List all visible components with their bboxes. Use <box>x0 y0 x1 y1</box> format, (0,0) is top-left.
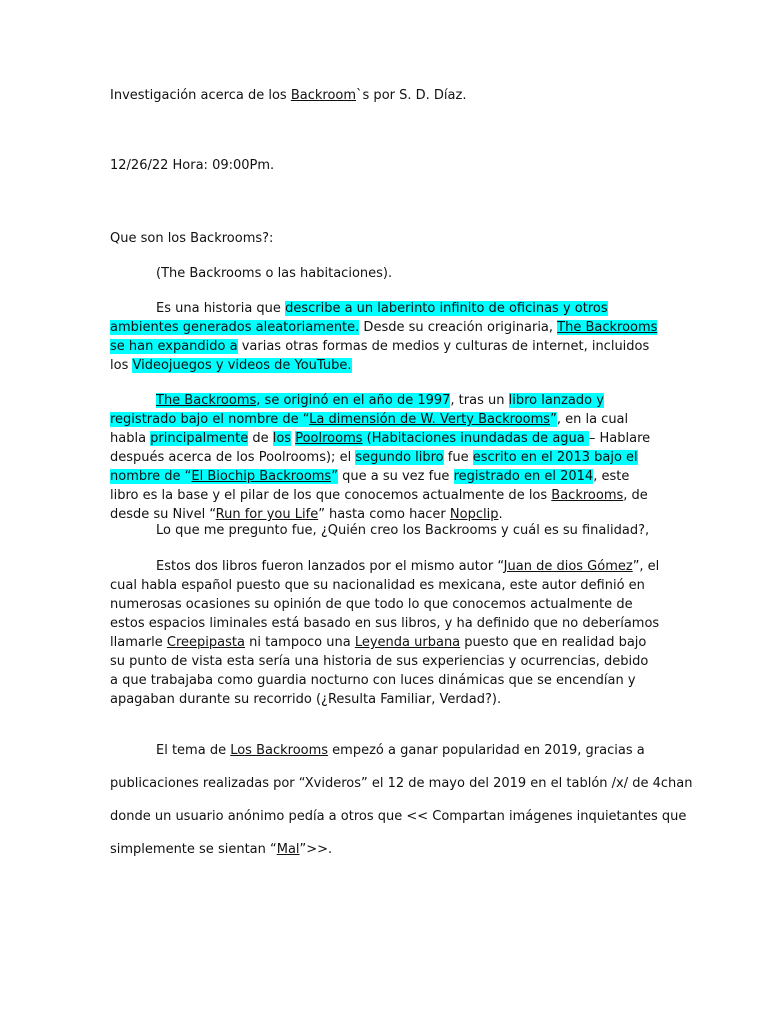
paragraph-5-line-4: simplemente se sientan “Mal”>>. <box>110 842 333 857</box>
subtitle: (The Backrooms o las habitaciones). <box>156 266 393 281</box>
paragraph-5-line-1: El tema de Los Backrooms empezó a ganar popularidad en 2019, gracias a <box>156 743 645 758</box>
date-time: 12/26/22 Hora: 09:00Pm. <box>110 158 275 173</box>
paragraph-3: Lo que me pregunto fue, ¿Quién creo los Backrooms y cuál es su finalidad?, <box>156 523 650 538</box>
paragraph-4: Estos dos libros fueron lanzados por el mismo autor “Juan de dios Gómez”, el cual habla español puesto que su nacionalidad es mexicana, este autor definió en numerosas ocasiones su opinión de que todo lo que conocemos actualmente de estos espacios liminales está basado en sus libros, y ha definido que no deberíamos llamarle Creepipasta ni tampoco una Leyenda urbana puesto que en realidad bajo su punto de vista esta sería una historia de sus experiencias y ocurrencias, debido a que trabajaba como guardia nocturno con luces dinámicas que se encendían y apagaban durante su recorrido (¿Resulta Familiar, Verdad?). <box>110 559 660 707</box>
paragraph-2: The Backrooms, se originó en el año de 1997, tras un libro lanzado y registrado bajo el nombre de “La dimensión de W. Verty Backrooms”, en la cual habla principalmente de los Poolrooms (Habitaciones inundadas de agua – Hablare después acerca de los Poolrooms); el segundo libro fue escrito en el 2013 bajo el nombre de “El Biochip Backrooms” que a su vez fue registrado en el 2014, este libro es la base y el pilar de los que conocemos actualmente de los Backrooms, de desde su Nivel “Run for you Life” hasta como hacer Nopclip. <box>110 393 651 522</box>
paragraph-1: Es una historia que describe a un laberinto infinito de oficinas y otros ambientes generados aleatoriamente. Desde su creación originaria, The Backrooms se han expandido a varias otras formas de medios y culturas de internet, incluidos los Videojuegos y videos de YouTube. <box>110 301 658 373</box>
backroom-link: Backroom <box>290 88 357 103</box>
document-title: Investigación acerca de los Backroom`s por S. D. Díaz. <box>110 88 467 103</box>
question-heading: Que son los Backrooms?: <box>110 231 274 246</box>
paragraph-5-line-3: donde un usuario anónimo pedía a otros que << Compartan imágenes inquietantes que <box>110 809 687 824</box>
paragraph-5-line-2: publicaciones realizadas por “Xvideros” el 12 de mayo del 2019 en el tablón /x/ de 4chan <box>110 776 693 791</box>
